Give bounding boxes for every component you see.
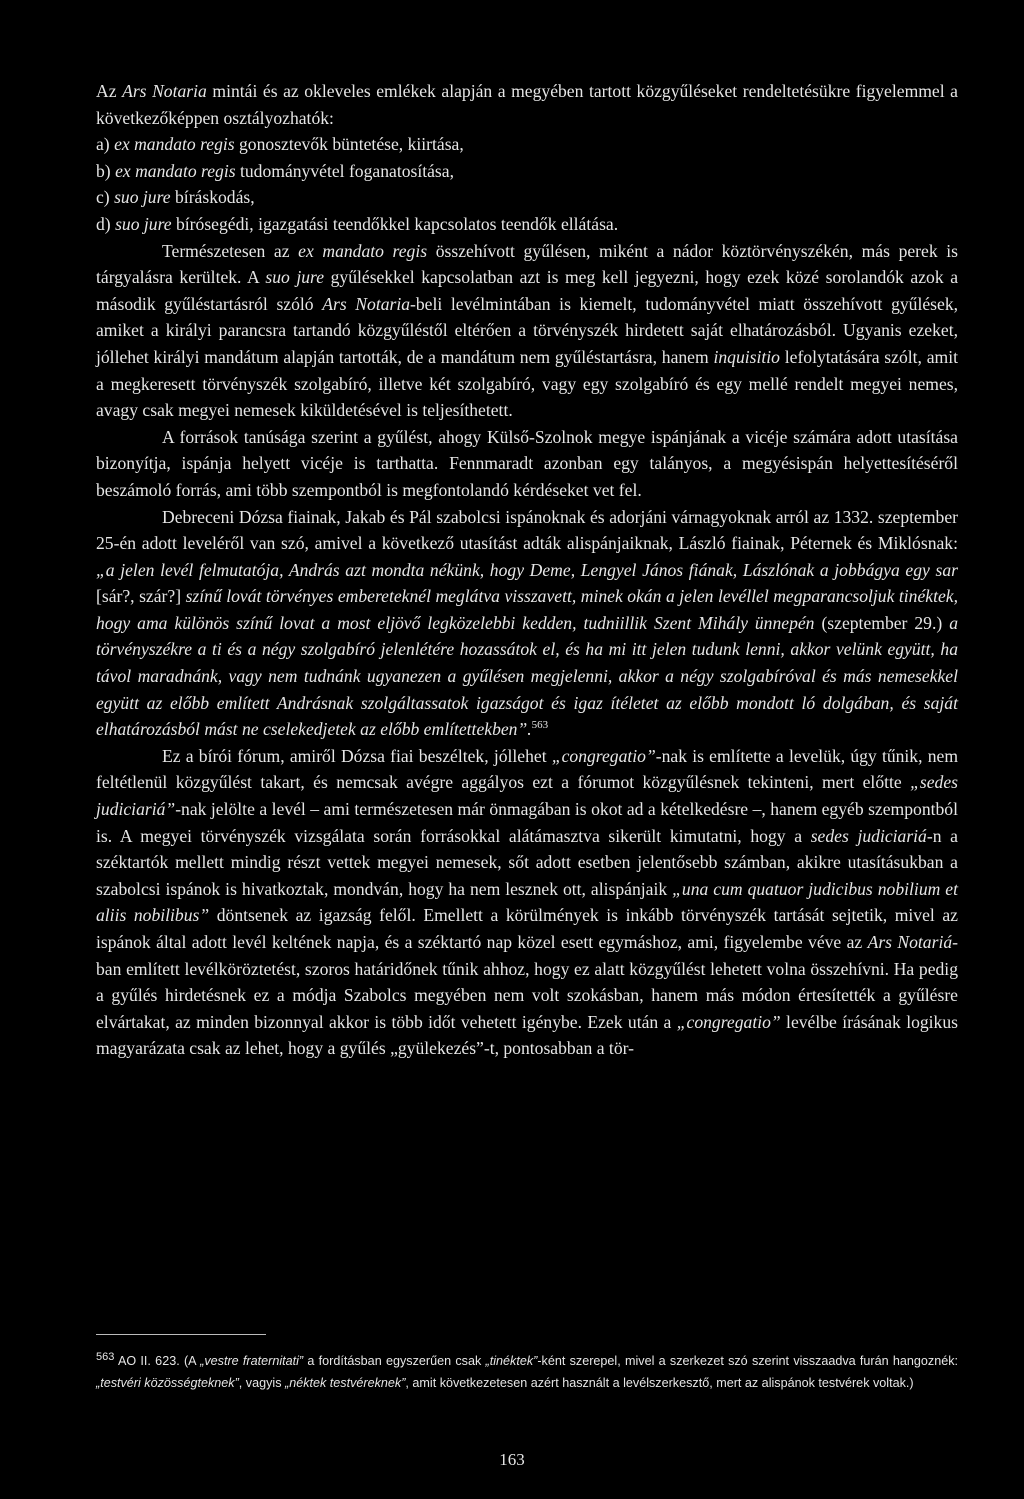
list-item — [96, 131, 958, 158]
italic-run: suo jure — [114, 187, 171, 208]
text-run: AO II. 623. (A — [114, 1354, 201, 1368]
paragraph — [96, 424, 958, 504]
text-run: mintái és az okleveles emlékek alapján a megyében tartott közgyűléseket rendeltetésükre figyelemmel a következőképpen osztályozhatók: — [96, 81, 958, 128]
text-run: összehívott gyűlésen, miként a nádor köztörvényszékén, más perek is tárgyalásra kerültek. A — [96, 240, 958, 288]
italic-run: sedes judiciariá — [810, 825, 927, 846]
italic-run: a törvényszékre a ti és a négy szolgabíró jelenlétére hozassátok el, és ha mi itt jelen tudunk lenni, akkor velünk együtt, ha távol maradnánk, vagy nem tudnánk ugyanezen a gyűlésen megjelenni, akkor a négy szolgabíróval és más nemesekkel együtt az előbb említett Andrásnak szolgáltassatok igazságot és igaz ítéletet az előbb mondott ló dolgában, és saját elhatározásból mást ne cselekedjetek az előbb említettekben”. — [96, 612, 958, 740]
italic-run: „sedes judiciariá” — [96, 772, 958, 820]
text-run: -beli levélmintában is kiemelt, tudományvétel miatt összehívott gyűlések, amiket a királyi parancsra tartandó közgyűléstől eltérően a törvényszék hirdetett saját elhatározásból. Ugyanis ezeket, jóllehet királyi mandátum alapján tartották, de a mandátum nem gyűléstartásra, hanem — [96, 293, 959, 367]
text-run: -ban említett levélköröztetést, szoros határidőnek tűnik ahhoz, hogy ez alatt közgyűlést lehetett volna összehívni. Ha pedig a gyűlés hirdetésnek ez a módja Szabolcs megyében nem volt szokásban, hanem más módon értesítették a gyűlésre elvártakat, az minden bizonnyal akkor is több időt vehetett igénybe. Ezek után a — [96, 932, 958, 1032]
text-run: gyűlésekkel kapcsolatban azt is meg kell jegyezni, hogy ezek közé sorolandók azok a második gyűléstartásról szóló — [96, 267, 959, 314]
italic-run: „vestre fraternitati” — [200, 1354, 304, 1368]
text-run: levélbe írásának logikus magyarázata csak az lehet, hogy a gyűlés „gyülekezés”-t, pontosabban a tör- — [96, 1011, 958, 1059]
paragraph — [96, 238, 958, 424]
italic-run: inquisitio — [713, 346, 780, 367]
text-run: -nak jelölte a levél – ami természetesen már önmagában is okot ad a kételkedésre –, hanem egyéb szempontból is. A megyei törvényszék vizsgálata során forrásokkal alátámasztva sikerült kimutatni, hogy a — [96, 799, 958, 846]
italic-run: ex mandato regis — [298, 240, 428, 261]
text-run: -nak is említette a levelük, úgy tűnik, nem feltétlenül közgyűlést takart, és nemcsak avégre aggályos ezt a fórumot közgyűlésnek tekinteni, mert előtte — [96, 745, 959, 793]
text-run: , amit következetesen azért használt a levélszerkesztő, mert az alispánok testvérek voltak.) — [405, 1376, 914, 1390]
text-run: A források tanúsága szerint a gyűlést, ahogy Külső-Szolnok megye ispánjának a vicéje számára adott utasítása bizonyítja, ispánja helyett vicéje is tarthatta. Fennmaradt azonban egy talányos, a megyésispán helyettesítéséről beszámoló forrás, ami több szempontból is megfontolandó kérdéseket vet fel. — [96, 426, 958, 500]
page-number: 163 — [499, 1450, 525, 1469]
text-run: bíráskodás, — [170, 187, 255, 208]
italic-run: suo jure — [115, 213, 172, 234]
text-run: Debreceni Dózsa fiainak, Jakab és Pál szabolcsi ispánoknak és adorjáni várnagyoknak arról az 1332. szeptember 25-én adott leveléről van szó, amivel a következő utasítást adták alispánjaiknak, László fiainak, Péternek és Miklósnak: — [96, 506, 958, 554]
footnote-563 — [96, 1350, 958, 1394]
text-run: Az — [96, 81, 123, 101]
text-run: d) — [96, 213, 116, 234]
main-text — [96, 78, 958, 1062]
italic-run: Ars Notaria — [122, 81, 207, 101]
italic-run: „tinéktek” — [485, 1354, 538, 1368]
italic-run: Ars Notariá — [867, 932, 953, 952]
italic-run: Ars Notaria — [322, 293, 411, 314]
footnote-marker: 563 — [96, 1350, 115, 1363]
text-run: a) — [96, 134, 115, 155]
text-run: [sár?, szár?] — [96, 586, 186, 607]
text-run: b) — [96, 160, 116, 181]
italic-run: „congregatio” — [551, 745, 656, 766]
text-run: gonosztevők büntetése, kiirtása, — [234, 134, 464, 155]
text-run: tudományvétel foganatosítása, — [235, 160, 454, 181]
paragraph — [96, 504, 958, 743]
paragraph — [96, 743, 958, 1062]
italic-run: „testvéri közösségteknek” — [96, 1376, 239, 1390]
text-run: a fordításban egyszerűen csak — [303, 1354, 486, 1368]
italic-run: „a jelen levél felmutatója, András azt mondta nékünk, hogy Deme, Lengyel János fiának, Lászlónak a jobbágya egy sar — [96, 559, 958, 580]
italic-run: „congregatio” — [676, 1011, 781, 1032]
list-item — [96, 184, 958, 211]
text-run: Természetesen az — [162, 240, 299, 261]
footnote-divider — [96, 1334, 266, 1335]
text-run: bírósegédi, igazgatási teendőkkel kapcsolatos teendők ellátása. — [171, 213, 619, 234]
list-item — [96, 211, 958, 238]
footnote-marker: 563 — [531, 719, 549, 732]
italic-run: ex mandato regis — [115, 160, 236, 181]
italic-run: ex mandato regis — [114, 134, 235, 155]
text-run: , vagyis — [238, 1376, 285, 1390]
text-run: (szeptember 29.) — [814, 612, 950, 633]
italic-run: színű lovát törvényes embereteknél meglátva visszavett, minek okán a jelen levéllel megparancsoljuk tinéktek, hogy ama különös színű lovat a most eljövő legközelebbi kedden, tudniillik Szent Mihály ünnepén — [96, 586, 959, 633]
enumerated-list — [96, 131, 958, 237]
paragraph — [96, 78, 958, 131]
list-item — [96, 158, 958, 185]
italic-run: suo jure — [265, 267, 325, 288]
text-run: c) — [96, 187, 115, 208]
italic-run: „una cum quatuor judicibus nobilium et aliis nobilibus” — [96, 878, 958, 926]
text-run: lefolytatására szólt, amit a megkeresett törvényszék szolgabíró, illetve két szolgabíró, vagy egy szolgabíró és egy mellé rendelt megyei nemes, avagy csak megyei nemesek kiküldetésével is teljesíthetett. — [96, 346, 958, 421]
text-run: Ez a bírói fórum, amiről Dózsa fiai beszéltek, jóllehet — [162, 745, 552, 766]
text-run: -ként szerepel, mivel a szerkezet szó szerint visszaadva furán hangoznék: — [537, 1354, 959, 1368]
italic-run: „néktek testvéreknek” — [285, 1376, 406, 1390]
text-run: -n a széktartók mellett mindig részt vettek megyei nemesek, sőt adott esetben jelentősebb számban, akikre utasításukban a szabolcsi ispánok is hivatkoztak, mondván, hogy ha nem lesznek ott, alispánjaik — [96, 825, 958, 899]
text-run: döntsenek az igazság felől. Emellett a körülmények is inkább törvényszék tartását sejtetik, mivel az ispánok által adott levél keltének napja, és a széktartó nap közel esett egymáshoz, ami, figyelembe véve az — [96, 905, 958, 952]
